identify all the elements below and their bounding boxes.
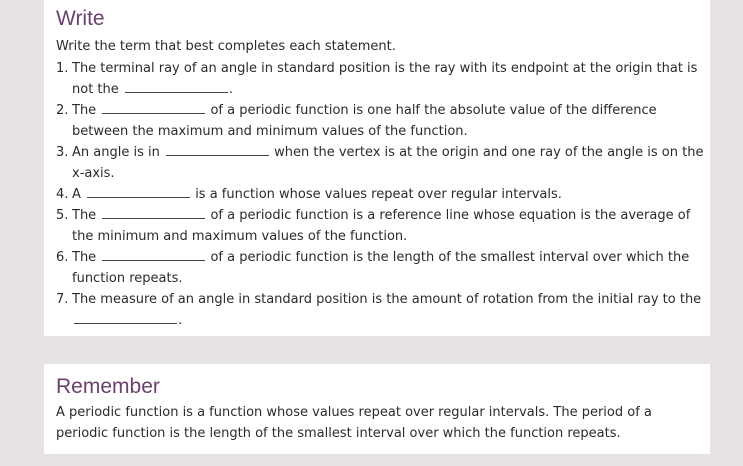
statement-3 — [56, 142, 710, 184]
statement-5 — [56, 205, 710, 247]
answer-blank[interactable] — [102, 248, 205, 261]
answer-blank[interactable] — [102, 101, 205, 114]
statement-text: The measure of an angle in standard position is the amount of rotation from the initial ray to the — [72, 292, 702, 307]
statement-text: when the vertex is at the origin and one ray of the angle is on the x-axis. — [72, 145, 704, 181]
statement-text: The — [72, 103, 97, 118]
statement-4 — [56, 184, 710, 205]
answer-blank[interactable] — [74, 311, 177, 324]
statement-text: of a periodic function is one half the absolute value of the difference between the maximum and minimum values of the function. — [72, 103, 657, 139]
item-number: 5. — [56, 208, 69, 223]
write-title: Write — [56, 7, 105, 30]
statement-text: An angle is in — [72, 145, 160, 160]
statement-text: The — [72, 208, 97, 223]
item-number: 1. — [56, 61, 69, 76]
statement-1 — [56, 58, 710, 100]
item-number: 4. — [56, 187, 69, 202]
item-number: 6. — [56, 250, 69, 265]
remember-title: Remember — [56, 375, 160, 398]
statement-7 — [56, 289, 710, 331]
statement-text: of a periodic function is the length of the smallest interval over which the function repeats. — [72, 250, 690, 286]
statement-text: of a periodic function is a reference line whose equation is the average of the minimum and maximum values of the function. — [72, 208, 691, 244]
statement-text: . — [228, 82, 234, 97]
answer-blank[interactable] — [87, 185, 190, 198]
statement-6 — [56, 247, 710, 289]
statement-list — [56, 58, 710, 331]
item-number: 3. — [56, 145, 69, 160]
write-section — [44, 0, 710, 336]
item-number: 2. — [56, 103, 69, 118]
answer-blank[interactable] — [166, 143, 269, 156]
answer-blank[interactable] — [125, 80, 228, 93]
item-number: 7. — [56, 292, 69, 307]
statement-text: The terminal ray of an angle in standard position is the ray with its endpoint at the origin that is not the — [72, 61, 698, 97]
statement-text: . — [178, 313, 183, 328]
write-instructions: Write the term that best completes each statement. — [56, 39, 396, 54]
statement-2 — [56, 100, 710, 142]
statement-text: is a function whose values repeat over regular intervals. — [195, 187, 562, 202]
remember-section — [44, 364, 710, 454]
remember-text: A periodic function is a function whose values repeat over regular intervals. The period of a periodic function is the length of the smallest interval over which the function repeats. — [56, 405, 652, 441]
statement-text: The — [72, 250, 97, 265]
answer-blank[interactable] — [102, 206, 205, 219]
statement-text: A — [72, 187, 81, 202]
